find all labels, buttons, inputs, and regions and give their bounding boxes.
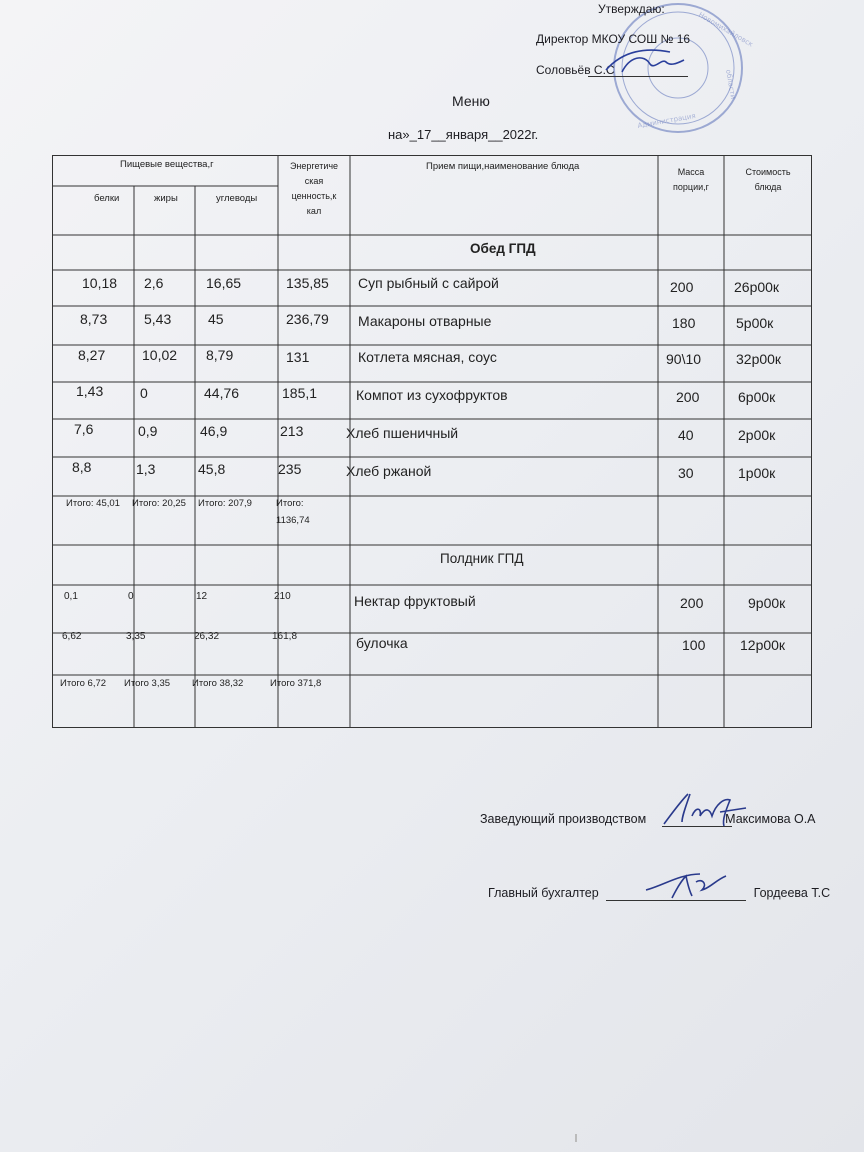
dish-name-cell: Хлеб ржаной: [346, 463, 432, 479]
meal-header: Прием пищи,наименование блюда: [426, 161, 580, 172]
energy-header-line: ценность,к: [291, 191, 337, 201]
dish-name-cell: Хлеб пшеничный: [346, 425, 459, 441]
protein-cell: 1,43: [76, 383, 104, 399]
dish-name-cell: булочка: [356, 635, 408, 651]
protein-cell: 6,62: [62, 631, 82, 642]
fat-cell: 1,3: [136, 461, 156, 477]
fat-cell: 5,43: [144, 311, 172, 327]
mass-cell: 200: [670, 279, 694, 295]
svg-text:области: области: [724, 68, 738, 100]
energy-header-line: ская: [304, 176, 324, 186]
cost-cell: 6р00к: [738, 389, 776, 405]
energy-cell: 131: [286, 349, 310, 365]
protein-total: Итого 6,72: [60, 678, 107, 689]
approve-label: Утверждаю:: [598, 2, 665, 16]
energy-total: Итого: 1136,74: [276, 498, 310, 526]
energy-header-line: кал: [306, 206, 322, 216]
svg-text:Администрация: Администрация: [636, 111, 697, 130]
carbs-cell: 45: [208, 311, 224, 327]
mass-header-line: порции,г: [673, 182, 709, 192]
carbs-header: углеводы: [216, 193, 258, 204]
fat-cell: 0: [128, 591, 134, 602]
section-snack: Полдник ГПД: [440, 551, 524, 566]
accountant-signature: [640, 868, 730, 904]
carbs-cell: 12: [196, 591, 208, 602]
protein-cell: 10,18: [82, 275, 118, 291]
fat-cell: 0,9: [138, 423, 158, 439]
energy-total: Итого 371,8: [270, 678, 322, 689]
dish-name-cell: Макароны отварные: [358, 313, 492, 329]
carbs-cell: 44,76: [204, 385, 240, 401]
mass-cell: 200: [676, 389, 700, 405]
mass-header: [660, 165, 722, 195]
energy-header: [280, 159, 348, 219]
director-title: Директор МКОУ СОШ № 16: [536, 32, 691, 46]
accountant-role: Главный бухгалтер: [488, 886, 599, 900]
energy-cell: 210: [274, 591, 291, 602]
fat-cell: 2,6: [144, 275, 164, 291]
cost-cell: 2р00к: [738, 427, 776, 443]
mass-cell: 30: [678, 465, 694, 481]
carbs-cell: 8,79: [206, 347, 234, 363]
protein-total: Итого: 45,01: [66, 498, 120, 509]
energy-cell: 213: [280, 423, 304, 439]
cost-cell: 32р00к: [736, 351, 782, 367]
director-name: Соловьёв С.С: [536, 63, 615, 77]
protein-cell: 0,1: [64, 591, 78, 602]
energy-cell: 135,85: [286, 275, 329, 291]
carbs-cell: 16,65: [206, 275, 242, 291]
fat-header: жиры: [154, 193, 178, 204]
page-title: Меню: [452, 93, 490, 109]
manager-name: Максимова О.А: [725, 812, 816, 826]
cost-cell: 12р00к: [740, 637, 786, 653]
dish-name-cell: Компот из сухофруктов: [356, 387, 508, 403]
menu-date: на»_17__января__2022г.: [388, 127, 539, 142]
carbs-total: Итого: 207,9: [198, 498, 252, 509]
manager-role: Заведующий производством: [480, 812, 647, 826]
energy-header-line: Энергетиче: [289, 161, 339, 171]
fat-cell: 3,35: [126, 631, 146, 642]
dish-name-cell: Нектар фруктовый: [354, 593, 476, 609]
mass-cell: 100: [682, 637, 706, 653]
cost-header-line: блюда: [754, 182, 782, 192]
accountant-name: Гордеева Т.С: [753, 886, 831, 900]
director-signature: [600, 44, 690, 80]
mass-cell: 180: [672, 315, 696, 331]
protein-cell: 8,8: [72, 459, 92, 475]
energy-cell: 236,79: [286, 311, 329, 327]
protein-cell: 8,73: [80, 311, 108, 327]
dish-name-cell: Суп рыбный с сайрой: [358, 275, 499, 291]
page-mark: [575, 1134, 577, 1142]
menu-table: [52, 155, 812, 728]
mass-cell: 40: [678, 427, 694, 443]
carbs-cell: 26,32: [194, 631, 220, 642]
cost-cell: 9р00к: [748, 595, 786, 611]
cost-cell: 5р00к: [736, 315, 774, 331]
section-lunch: Обед ГПД: [470, 241, 536, 256]
carbs-cell: 45,8: [198, 461, 226, 477]
svg-text:Новомихайловск: Новомихайловск: [697, 10, 755, 49]
fat-cell: 0: [140, 385, 148, 401]
cost-header: [726, 165, 810, 195]
manager-signature-block: [480, 812, 816, 826]
carbs-cell: 46,9: [200, 423, 228, 439]
fat-total: Итого 3,35: [124, 678, 171, 689]
energy-cell: 161,8: [272, 631, 298, 642]
cost-header-line: Стоимость: [745, 167, 791, 177]
fat-total: Итого: 20,25: [132, 498, 186, 509]
energy-cell: 235: [278, 461, 302, 477]
mass-header-line: Масса: [677, 167, 705, 177]
mass-cell: 90\10: [666, 351, 702, 367]
carbs-total: Итого 38,32: [192, 678, 244, 689]
fat-cell: 10,02: [142, 347, 178, 363]
cost-cell: 26р00к: [734, 279, 780, 295]
dish-name-cell: Котлета мясная, соус: [358, 349, 497, 365]
mass-cell: 200: [680, 595, 704, 611]
energy-cell: 185,1: [282, 385, 318, 401]
manager-signature: [660, 786, 750, 830]
protein-cell: 7,6: [74, 421, 94, 437]
protein-cell: 8,27: [78, 347, 106, 363]
cost-cell: 1р00к: [738, 465, 776, 481]
protein-header: белки: [94, 193, 120, 204]
nutrients-header: Пищевые вещества,г: [120, 159, 214, 170]
